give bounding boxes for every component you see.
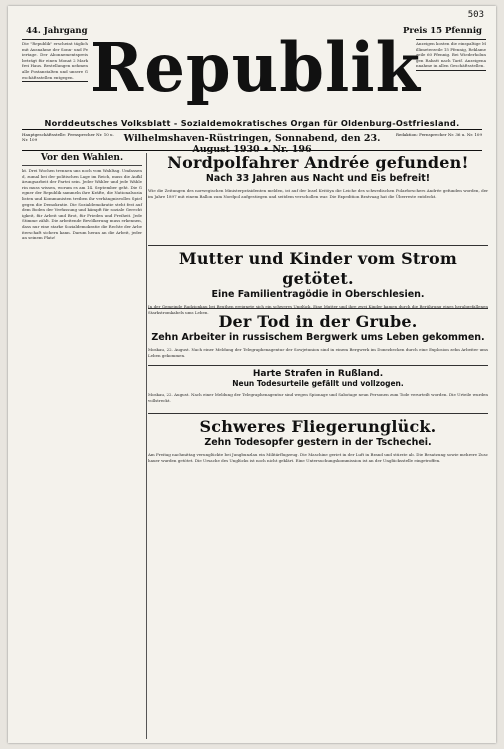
article-flieger (148, 413, 488, 463)
phone-info-left: Hauptgeschäftsstelle: Fernsprecher Nr. 10 u. Nr. 109 (22, 132, 114, 142)
article-subhead: Nach 33 Jahren aus Nacht und Eis befreit! (205, 173, 431, 184)
article-strom (148, 245, 488, 315)
article-headline: Nordpolfahrer Andrée gefunden! (167, 153, 469, 172)
left-column (22, 153, 147, 739)
subscription-info: Die "Republik" erscheint täglich mit Ausnahme der Sonn- und Feiertage. Der Abonnementspreis beträgt für einen Monat 2 Mark frei Haus. Bestellungen nehmen alle Postanstalten und unsere Geschäftsstellen entgegen. (22, 39, 88, 82)
masthead-title: Republik (90, 29, 421, 108)
article-headline: Mutter und Kinder vom Strom getötet. (178, 249, 458, 288)
issue-date: Wilhelmshaven-Rüstringen, Sonnabend, den 23. August 1930 • Nr. 196 (123, 133, 381, 155)
article-headline: Harte Strafen in Rußland. (252, 369, 384, 379)
price-label: Preis 15 Pfennig (402, 26, 482, 36)
masthead-subtitle: Norddeutsches Volksblatt - Sozialdemokratisches Organ für Oldenburg-Ostfriesland. (44, 118, 460, 128)
newspaper-page (8, 6, 496, 743)
article-headline: Schweres Fliegerunglück. (199, 417, 437, 436)
article-grube (148, 308, 488, 358)
article-subhead: Eine Familientragödie in Oberschlesien. (211, 289, 425, 300)
left-column-headline: Vor den Wahlen. (22, 153, 142, 166)
page-number: 503 (467, 10, 484, 20)
article-body: Wie die Zeitungen des norwegischen Ministerpräsidenten melden, ist auf der Insel Kvitöya die Leiche des schwedischen Polarforschers Andrée gefunden worden, der im Jahre 1897 mit einem Ballon zum Nordpol aufgestiegen und seitdem verschollen war. Die Expedition Bratvaag hat die Überreste entdeckt. (148, 188, 488, 199)
article-subhead: Neun Todesurteile gefällt und vollzogen. (232, 379, 404, 388)
article-body: Moskau, 22. August. Nach einer Meldung der Telegraphenagentur sind wegen Spionage und Sabotage neun Personen zum Tode verurteilt worden. Die Urteile wurden vollstreckt. (148, 392, 488, 403)
article-russland (148, 365, 488, 403)
article-andree (148, 153, 488, 199)
advertising-info: Anzeigen kosten die einspaltige Millimeterzeile 15 Pfennig, Reklamezeile 60 Pfennig. Bei Wiederholungen Rabatt nach Tarif. Anzeigenannahme in allen Geschäftsstellen. (416, 39, 486, 71)
dateline-bar (22, 129, 482, 155)
article-headline: Der Tod in der Grube. (218, 312, 418, 331)
article-body: Am Freitag nachmittag verunglückte bei Jungbunzlau ein Militärflugzeug. Die Maschine geriet in der Luft in Brand und stürzte ab. Die Besatzung sowie mehrere Zuschauer wurden getötet. Die Ursache des Unglücks ist noch nicht geklärt. Eine Untersuchungskommission ist an der Unglücksstelle eingetroffen. (148, 452, 488, 463)
left-column-body: kt. Drei Wochen trennen uns noch vom Wahltag. Umfassend, zumal bei der politischen Lage im Reich, muss die Aufklärungsarbeit der Partei sein. Jeder Wähler und jede Wählerin muss wissen, worum es am 14. September geht. Die Gegner der Republik sammeln ihre Kräfte, die Nationalsozialisten und Kommunisten treiben ihr verhängnisvolles Spiel gegen die Demokratie. Die Sozialdemokratie steht fest auf dem Boden der Verfassung und kämpft für soziale Gerechtigkeit, für Arbeit und Brot, für Frieden und Freiheit. Jede Stimme zählt. Die arbeitende Bevölkerung muss erkennen, dass nur eine starke Sozialdemokratie die Rechte der Arbeiterschaft sichern kann. Darum heran an die Arbeit, jeder an seinem Platz! (22, 168, 142, 241)
article-body: Moskau, 22. August. Nach einer Meldung der Telegraphenagentur der Sowjetunion sind in einem Bergwerk im Donezbecken durch eine Explosion zehn Arbeiter ums Leben gekommen. (148, 347, 488, 358)
article-body: In der Gemeinde Radzionkau bei Beuthen ereignete sich ein schweres Unglück. Eine Mutter und ihre zwei Kinder kamen durch die Berührung eines herabgefallenen Starkstromkabels ums Leben. (148, 304, 488, 315)
volume-label: 44. Jahrgang (26, 26, 88, 36)
article-subhead: Zehn Todesopfer gestern in der Tschechei. (204, 437, 432, 448)
article-subhead: Zehn Arbeiter in russischem Bergwerk ums Leben gekommen. (151, 332, 485, 343)
phone-info-right: Redaktion: Fernsprecher Nr. 36 u. Nr. 109 (395, 132, 482, 137)
